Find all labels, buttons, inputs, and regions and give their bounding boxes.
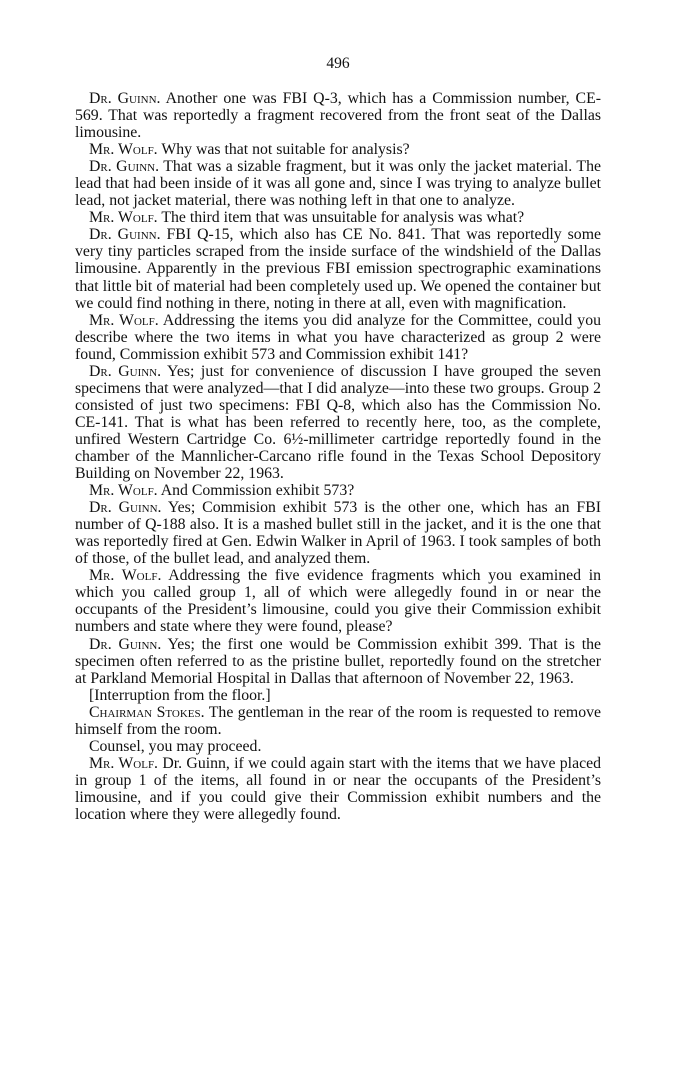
transcript-paragraph: [75, 687, 601, 704]
paragraph-text: [Interruption from the floor.]: [89, 686, 271, 704]
speaker-name: Mr. Wolf.: [89, 209, 158, 227]
paragraph-text: And Commission exhibit 573?: [160, 482, 355, 500]
speaker-name: Dr. Guinn.: [89, 158, 160, 176]
transcript-paragraph: [75, 482, 601, 499]
paragraph-text: Dr. Guinn, if we could again start with the items that we have placed in group 1 of the items, all found in or near the occupants of the President’s limousine, and if you could give their Commission exhibit numbers and the location where they were allegedly found.: [75, 754, 602, 823]
transcript-paragraph: [75, 209, 601, 226]
paragraph-text: Yes; the first one would be Commission exhibit 399. That is the specimen often referred to as the pristine bullet, reportedly found on the stretcher at Parkland Memorial Hospital in Dallas that afternoon of November 22, 1963.: [75, 635, 601, 687]
document-page: [75, 54, 601, 823]
paragraph-text: Another one was FBI Q-3, which has a Commission number, CE-569. That was reportedly a fragment recovered from the front seat of the Dallas limousine.: [75, 90, 602, 142]
speaker-name: Dr. Guinn.: [89, 499, 162, 517]
paragraph-text: Counsel, you may proceed.: [89, 737, 262, 755]
speaker-name: Dr. Guinn.: [89, 635, 162, 653]
speaker-name: Dr. Guinn.: [89, 362, 162, 380]
page-number: 496: [326, 55, 350, 72]
paragraph-text: Why was that not suitable for analysis?: [161, 141, 410, 159]
paragraph-text: Yes; just for convenience of discussion I have grouped the seven specimens that were analyzed—that I did analyze—into these two groups. Group 2 consisted of just two specimens: FBI Q-8, which also has the Commission No. CE-141. That is what has been referred to recently here, too, as the complete, unfired Western Cartridge Co. 6½-millimeter cartridge reportedly found in the chamber of the Mannlicher-Carcano rifle found in the Texas School Depository Building on November 22, 1963.: [75, 362, 601, 483]
transcript-paragraph: [75, 141, 601, 158]
transcript-paragraph: [75, 312, 601, 363]
paragraph-text: FBI Q-15, which also has CE No. 841. That was reportedly some very tiny particles scraped from the inside surface of the windshield of the Dallas limousine. Apparently in the previous FBI emission spectrographic examinations that little bit of material had been completely used up. We opened the container but we could find nothing in there, noting in there at all, even with magnification.: [75, 226, 601, 312]
paragraph-text: The gentleman in the rear of the room is requested to remove himself from the room.: [75, 703, 602, 738]
transcript-paragraph: [75, 704, 601, 738]
transcript-paragraph: [75, 90, 601, 141]
paragraph-text: Addressing the items you did analyze for the Committee, could you describe where the two items in what you have characterized as group 2 were found, Commission exhibit 573 and Commission exhibit 141?: [75, 311, 601, 363]
speaker-name: Mr. Wolf.: [89, 482, 158, 500]
speaker-name: Dr. Guinn.: [89, 226, 161, 244]
transcript-paragraph: [75, 226, 601, 311]
transcript-paragraph: [75, 738, 601, 755]
speaker-name: Mr. Wolf.: [89, 754, 159, 772]
transcript-paragraph: [75, 755, 601, 823]
transcript-paragraph: [75, 363, 601, 482]
transcript-paragraph: [75, 158, 601, 209]
transcript-paragraph: [75, 567, 601, 635]
speaker-name: Chairman Stokes.: [89, 703, 205, 721]
paragraph-text: Yes; Commision exhibit 573 is the other one, which has an FBI number of Q-188 also. It is a mashed bullet still in the jacket, and it is the one that was reportedly fired at Gen. Edwin Walker in April of 1963. I took samples of both of those, of the bullet lead, and analyzed them.: [75, 499, 601, 568]
transcript-paragraph: [75, 499, 601, 567]
paragraph-text: Addressing the five evidence fragments which you examined in which you called group 1, all of which were allegedly found in or near the occupants of the President’s limousine, could you give their Commission exhibit numbers and state where they were found, please?: [75, 567, 602, 636]
speaker-name: Mr. Wolf.: [89, 141, 158, 159]
paragraph-text: That was a sizable fragment, but it was only the jacket material. The lead that had been inside of it was all gone and, since I was trying to analyze bullet lead, not jacket material, there was nothing left in that one to analyze.: [75, 158, 601, 210]
paragraph-text: The third item that was unsuitable for analysis was what?: [161, 209, 525, 227]
transcript-body: [75, 90, 601, 823]
speaker-name: Mr. Wolf.: [89, 567, 162, 585]
transcript-paragraph: [75, 636, 601, 687]
speaker-name: Mr. Wolf.: [89, 311, 159, 329]
speaker-name: Dr. Guinn.: [89, 90, 161, 107]
